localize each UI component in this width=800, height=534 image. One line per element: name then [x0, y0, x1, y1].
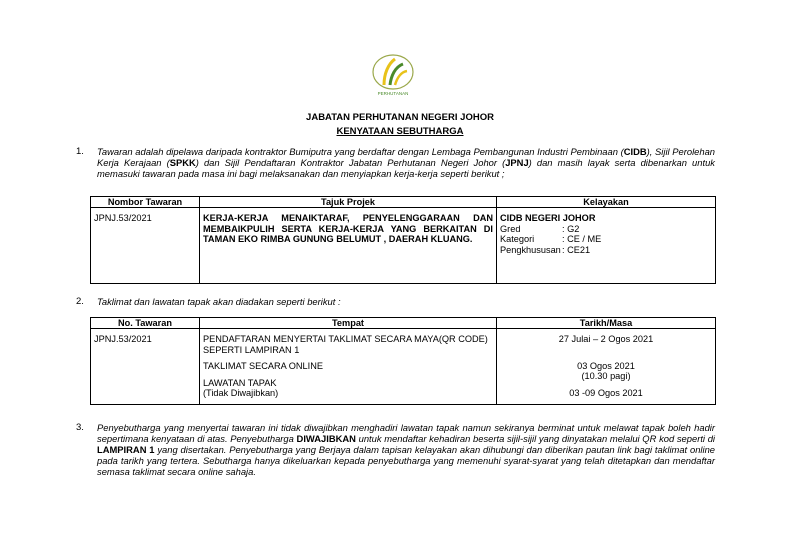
table2-header-date: Tarikh/Masa	[497, 318, 716, 329]
s1-text-a: Tawaran adalah dipelawa daripada kontraktor Bumiputra yang berdaftar dengan Lembaga Pembangunan Industri Pembinaan (	[97, 146, 624, 157]
table2-row	[91, 329, 716, 405]
date-online-briefing: 03 Ogos 2021	[577, 360, 635, 371]
qual-key: Pengkhususan	[500, 244, 561, 255]
qual-value: : CE21	[562, 244, 591, 255]
s1-text-c: ) dan Sijil Pendaftaran Kontraktor Jabatan Perhutanan Negeri Johor (	[195, 157, 506, 168]
s3-lampiran: LAMPIRAN 1	[97, 444, 155, 455]
table2-cell-place	[200, 329, 497, 405]
s1-text-b: ), Sijil Perolehan Kerja Kerajaan (	[97, 146, 716, 168]
place-online-briefing: TAKLIMAT SECARA ONLINE	[203, 361, 323, 371]
table1-cell-title: KERJA-KERJA MENAIKTARAF, PENYELENGGARAAN DAN MEMBAIKPULIH SERTA KERJA-KERJA YANG BERKAITAN DI TAMAN EKO RIMBA GUNUNG BELUMUT , DAERAH KLUANG.	[200, 208, 497, 284]
s3-text-a: Penyebutharga yang menyertai tawaran ini tidak diwajibkan menghadiri lawatan tapak namun sekiranya berminat untuk melawat tapak boleh hadir sepertimana kenyataan di atas. Penyebutharga	[97, 422, 715, 444]
table2-cell-no: JPNJ.53/2021	[91, 329, 200, 405]
date-registration: 27 Julai – 2 Ogos 2021	[558, 334, 654, 344]
table1-row	[91, 208, 716, 284]
forestry-logo	[362, 52, 424, 98]
s3-text-c: yang disertakan. Penyebutharga yang Berjaya dalam tapisan kelayakan akan dihubungi dan diberikan pautan link bagi taklimat online pada tarikh yang tertera. Sebutharga hanya dikeluarkan kepada penyebutharga yang memenuhi syarat-syarat yang telah ditetapkan dan mendaftar semasa taklimat secara online sahaja.	[97, 444, 716, 477]
page-title: JABATAN PERHUTANAN NEGERI JOHOR	[306, 112, 494, 123]
date-site-visit: 03 -09 Ogos 2021	[569, 387, 643, 398]
forestry-palm-logo-icon	[362, 52, 424, 98]
time-online-briefing: (10.30 pagi)	[581, 371, 631, 381]
qual-value: : CE / ME	[562, 234, 602, 244]
qual-item-kategori	[500, 234, 712, 245]
section-2-text: Taklimat dan lawatan tapak akan diadakan seperti berikut :	[97, 296, 341, 307]
qual-key: Gred	[500, 223, 521, 234]
qual-item-pengkhususan	[500, 245, 712, 256]
table1-header-title: Tajuk Projek	[200, 197, 497, 208]
s3-diwajibkan: DIWAJIBKAN	[296, 433, 356, 444]
place-site-visit-note: (Tidak Diwajibkan)	[203, 388, 279, 398]
table1-header-qual: Kelayakan	[497, 197, 716, 208]
section-3-text	[97, 422, 715, 477]
place-registration: PENDAFTARAN MENYERTAI TAKLIMAT SECARA MAYA(QR CODE) SEPERTI LAMPIRAN 1	[203, 334, 488, 355]
section-3-number: 3.	[76, 422, 84, 433]
table2-header-place: Tempat	[200, 318, 497, 329]
section-1-text	[97, 146, 715, 179]
qualification-table	[90, 196, 716, 284]
table1-cell-qual	[497, 208, 716, 284]
table2-cell-date	[497, 329, 716, 405]
logo-text: PERHUTANAN	[377, 91, 409, 96]
table2-header-row	[91, 318, 716, 329]
briefing-table	[90, 317, 716, 405]
s1-cidb: CIDB	[623, 146, 647, 157]
qual-value: : G2	[562, 223, 580, 234]
table2-header-no: No. Tawaran	[91, 318, 200, 329]
s1-text-d: ) dan masih layak serta dibenarkan untuk memasuki tawaran pada masa ini bagi melaksanakan dan menyiapkan kerja-kerja seperti berikut ;	[97, 157, 715, 179]
s3-text-b: untuk mendaftar kehadiran beserta sijil-sijil yang dinyatakan melalui QR kod seperti di	[355, 433, 716, 444]
table1-header-row	[91, 197, 716, 208]
page-subtitle: KENYATAAN SEBUTHARGA	[336, 126, 464, 137]
table1-header-no: Nombor Tawaran	[91, 197, 200, 208]
place-site-visit: LAWATAN TAPAK	[203, 377, 277, 388]
qual-key: Kategori	[500, 234, 535, 244]
qual-title: CIDB NEGERI JOHOR	[500, 213, 596, 223]
s1-jpnj: JPNJ	[505, 157, 529, 168]
section-1-number: 1.	[76, 146, 84, 157]
table1-cell-no: JPNJ.53/2021	[91, 208, 200, 284]
section-2-number: 2.	[76, 296, 84, 307]
qual-item-gred	[500, 224, 712, 235]
s1-spkk: SPKK	[169, 157, 196, 168]
